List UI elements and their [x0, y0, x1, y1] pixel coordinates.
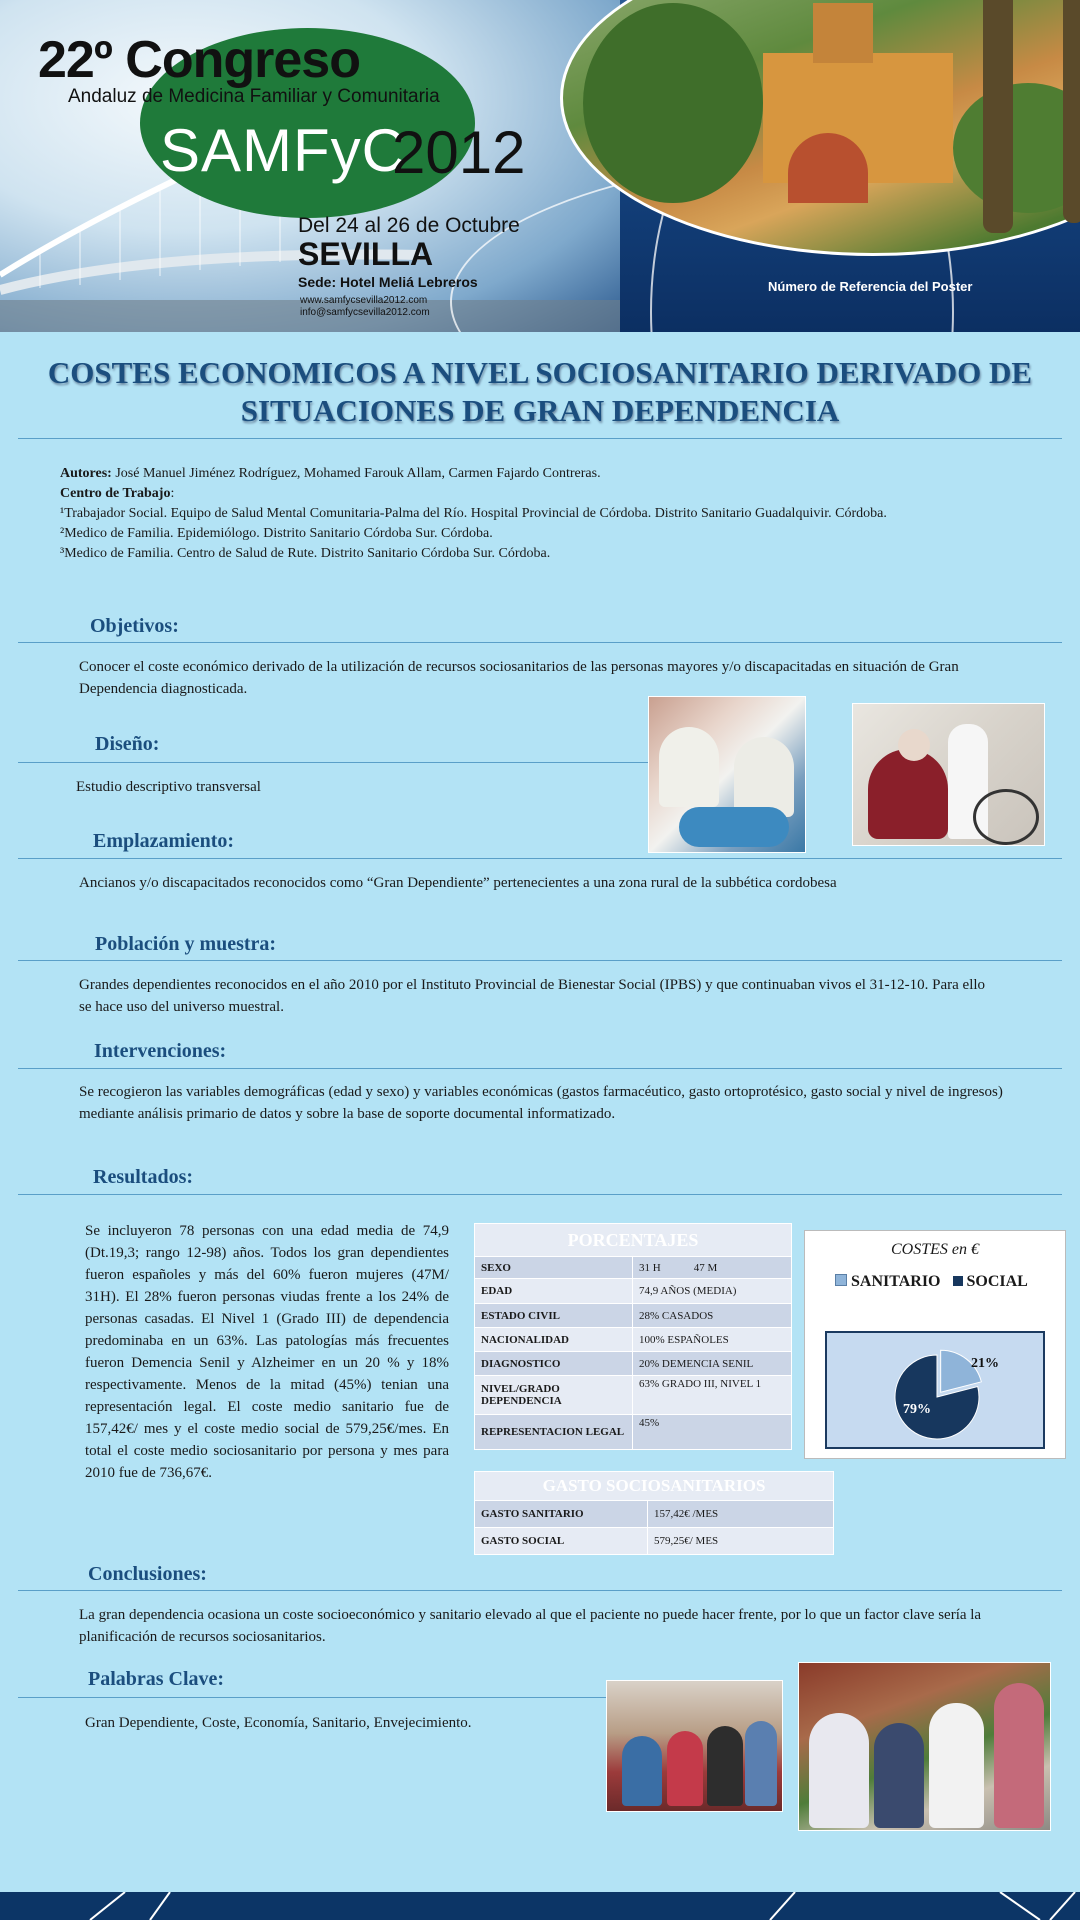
row-label: DIAGNOSTICO [475, 1352, 633, 1376]
row-label: EDAD [475, 1279, 633, 1304]
pie-label-sanitario: 21% [971, 1356, 999, 1371]
nurses-care-photo [648, 696, 806, 853]
row-value: 74,9 AÑOS (MEDIA) [633, 1279, 792, 1304]
heading-objetivos: Objetivos: [90, 615, 179, 637]
pie-chart [825, 1331, 1045, 1449]
seniors-outdoor-photo [798, 1662, 1051, 1831]
text-poblacion: Grandes dependientes reconocidos en el año 2010 por el Instituto Provincial de Bienestar Social (IPBS) y que continuaban vivos el 31-12-10. Para ello se hace uso del universo muestral. [79, 977, 986, 1015]
samfyc-logo: SAMFyC [160, 117, 406, 184]
legend-label-social: SOCIAL [966, 1273, 1028, 1290]
porcentajes-title: PORCENTAJES [475, 1224, 792, 1257]
text-emplazamiento: Ancianos y/o discapacitados reconocidos como “Gran Dependiente” pertenecientes a una zona rural de la subbética cordobesa [79, 875, 837, 891]
divider [18, 1590, 1062, 1591]
row-value: 28% CASADOS [633, 1304, 792, 1328]
table-row [475, 1415, 792, 1450]
row-label: REPRESENTACION LEGAL [475, 1415, 633, 1450]
footer-decoration [0, 1892, 1080, 1920]
centro-label: Centro de Trabajo [60, 486, 171, 501]
heading-conclusiones: Conclusiones: [88, 1563, 207, 1585]
authors-label: Autores: [60, 466, 112, 481]
table-row [475, 1328, 792, 1352]
text-resultados: Se incluyeron 78 personas con una edad media de 74,9 (Dt.19,3; rango 12-98) años. Todos los gran dependientes fueron españoles y más del 60% fueron mujeres (47M/ 31H). El 28% fueron personas viudas frente a los 24% de personas casadas. El Nivel 1 (Grado III) de dependencia predominaba en un 63%. Las patologías más frecuentes fueron Demencia Senil y Alzheimer en un 20 % y 18% respectivamente. Menos de la mitad (45%) tenian una representación legal. El coste medio sanitario fue de 157,42€/ mes y el coste medio social de 579,25€/mes. En total el coste medio sociosanitario por persona y mes para 2010 fue de 736,67€. [85, 1223, 449, 1481]
congress-city: SEVILLA [298, 236, 434, 272]
divider [18, 960, 1062, 961]
text-diseno: Estudio descriptivo transversal [76, 779, 261, 795]
heading-intervenciones: Intervenciones: [94, 1040, 227, 1062]
congress-dates: Del 24 al 26 de Octubre [298, 214, 520, 237]
authors-block [60, 464, 1050, 564]
row-value: 63% GRADO III, NIVEL 1 [633, 1376, 792, 1415]
centro-3: ³Medico de Familia. Centro de Salud de Rute. Distrito Sanitario Córdoba Sur. Córdoba. [60, 546, 551, 561]
table-row [475, 1257, 792, 1279]
legend-label-sanitario: SANITARIO [851, 1273, 941, 1290]
chart-title: COSTES en € [891, 1241, 979, 1258]
row-label: NACIONALIDAD [475, 1328, 633, 1352]
centro-2: ²Medico de Familia. Epidemiólogo. Distrito Sanitario Córdoba Sur. Córdoba. [60, 526, 493, 541]
poster-header [0, 0, 1080, 332]
congreso-subtitle: Andaluz de Medicina Familiar y Comunitaria [68, 86, 440, 107]
elderly-care-photo [852, 703, 1045, 846]
row-value: 100% ESPAÑOLES [633, 1328, 792, 1352]
text-palabras-clave: Gran Dependiente, Coste, Economía, Sanitario, Envejecimiento. [85, 1715, 472, 1731]
heading-poblacion: Población y muestra: [95, 933, 277, 955]
centro-colon: : [170, 486, 175, 501]
poster-reference-number: Número de Referencia del Poster [768, 279, 973, 294]
heading-emplazamiento: Emplazamiento: [93, 830, 235, 852]
legend-swatch-sanitario [835, 1274, 847, 1286]
pie-label-social: 79% [903, 1402, 931, 1417]
heading-resultados: Resultados: [93, 1166, 194, 1188]
table-row [475, 1304, 792, 1328]
congress-venue: Sede: Hotel Meliá Lebreros [298, 274, 478, 290]
congress-year: 2012 [392, 119, 526, 186]
row-value: 31 H 47 M [633, 1257, 792, 1279]
divider [18, 858, 1062, 859]
table-row [475, 1376, 792, 1415]
poster-title: COSTES ECONOMICOS A NIVEL SOCIOSANITARIO DERIVADO DE SITUACIONES DE GRAN DEPENDENCIA [47, 355, 1033, 428]
row-value: 20% DEMENCIA SENIL [633, 1352, 792, 1376]
row-label: SEXO [475, 1257, 633, 1279]
divider [18, 642, 1062, 643]
row-value: 157,42€ /MES [648, 1501, 834, 1528]
gasto-table [474, 1471, 834, 1555]
text-intervenciones: Se recogieron las variables demográficas (edad y sexo) y variables económicas (gastos farmacéutico, gasto ortoprotésico, gasto social y nivel de ingresos) mediante análisis primario de datos y sobre la base de soporte documental informatizado. [79, 1084, 1003, 1122]
heading-diseno: Diseño: [95, 733, 160, 755]
row-label: GASTO SANITARIO [475, 1501, 648, 1528]
porcentajes-table [474, 1223, 792, 1450]
centro-1: ¹Trabajador Social. Equipo de Salud Mental Comunitaria-Palma del Río. Hospital Provincial de Córdoba. Distrito Sanitario Guadalquivir. Córdoba. [60, 506, 887, 521]
row-value: 579,25€/ MES [648, 1528, 834, 1555]
divider [18, 438, 1062, 439]
poster-footer [0, 1892, 1080, 1920]
legend-swatch-social [953, 1276, 963, 1286]
seniors-group-photo [606, 1680, 783, 1812]
divider [18, 762, 648, 763]
congreso-number: 22º Congreso [38, 31, 360, 89]
text-objetivos: Conocer el coste económico derivado de la utilización de recursos sociosanitarios de las personas mayores y/o discapacitadas en situación de Gran Dependencia diagnosticada. [79, 659, 959, 697]
table-row [475, 1528, 834, 1555]
divider [18, 1194, 1062, 1195]
congress-website: www.samfycsevilla2012.com [300, 295, 428, 306]
heading-palabras-clave: Palabras Clave: [88, 1668, 225, 1690]
row-label: GASTO SOCIAL [475, 1528, 648, 1555]
row-value: 45% [633, 1415, 792, 1450]
table-row [475, 1501, 834, 1528]
table-row [475, 1352, 792, 1376]
congress-email: info@samfycsevilla2012.com [300, 307, 430, 318]
divider [18, 1068, 1062, 1069]
chart-legend [835, 1273, 1028, 1291]
authors-names: José Manuel Jiménez Rodríguez, Mohamed Farouk Allam, Carmen Fajardo Contreras. [111, 466, 601, 481]
divider [18, 1697, 618, 1698]
table-row [475, 1279, 792, 1304]
text-conclusiones: La gran dependencia ocasiona un coste socioeconómico y sanitario elevado al que el paciente no puede hacer frente, por lo que un factor clave sería la planificación de recursos sociosanitarios. [79, 1607, 982, 1645]
costes-chart [804, 1230, 1066, 1459]
row-label: NIVEL/GRADO DEPENDENCIA [475, 1376, 633, 1415]
gasto-title: GASTO SOCIOSANITARIOS [475, 1472, 834, 1501]
row-label: ESTADO CIVIL [475, 1304, 633, 1328]
